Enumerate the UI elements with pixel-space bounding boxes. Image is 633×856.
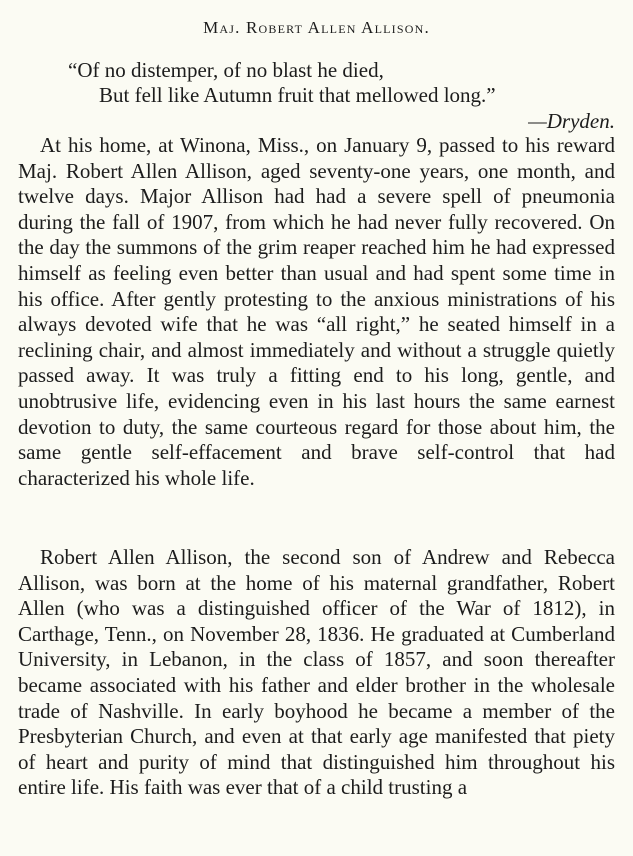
page-title: Maj. Robert Allen Allison. bbox=[203, 18, 430, 37]
body-paragraph-2: Robert Allen Allison, the second son of Andrew and Rebecca Allison, was born at the home of his maternal grandfather, Robert Allen (who was a distinguished officer of the War of 1812), in Carthage, Tenn., on November 28, 1836. He graduated at Cumberland University, in Lebanon, in the class of 1857, and soon thereafter became associated with his father and elder brother in the wholesale trade of Nashville. In early boyhood he became a member of the Presbyterian Church, and even at that early age manifested that piety of heart and purity of mind that distinguished him throughout his entire life. His faith was ever that of a child trusting a bbox=[18, 545, 615, 800]
body-paragraph-1: At his home, at Winona, Miss., on January 9, passed to his reward Maj. Robert Allen Allison, aged seventy-one years, one month, and twelve days. Major Allison had had a severe spell of pneumonia during the fall of 1907, from which he had never fully recovered. On the day the summons of the grim reaper reached him he had expressed himself as feeling even better than usual and had spent some time in his office. After gently protesting to the anxious ministrations of his always devoted wife that he was “all right,” he seated himself in a reclining chair, and almost immediately and without a struggle quietly passed away. It was truly a fitting end to his long, gentle, and unobtrusive life, evidencing even in his last hours the same earnest devotion to duty, the same courteous regard for those about him, the same gentle self-effacement and brave self-control that had characterized his whole life. bbox=[18, 133, 615, 490]
epigraph-line-1: “Of no distemper, of no blast he died, bbox=[68, 58, 384, 82]
epigraph-attribution: —Dryden. bbox=[528, 109, 615, 133]
epigraph-line-2: But fell like Autumn fruit that mellowed long.” bbox=[99, 83, 496, 107]
